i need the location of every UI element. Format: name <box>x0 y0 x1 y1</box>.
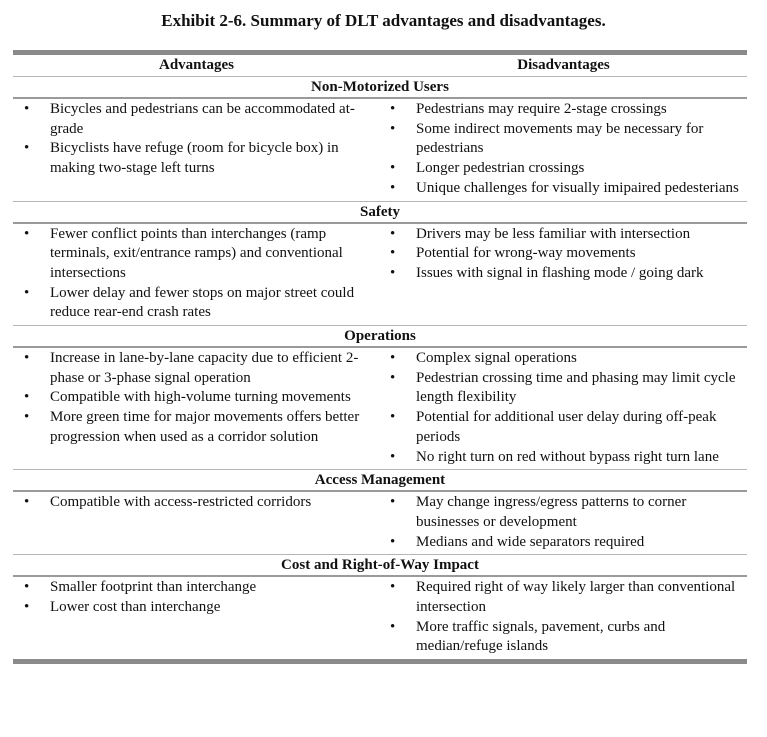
disadvantage-item: • Unique challenges for visually imipaired pedesterians <box>384 179 747 199</box>
section-header: Cost and Right-of-Way Impact <box>13 554 747 577</box>
disadvantage-item: • Potential for additional user delay during off-peak periods <box>384 408 747 447</box>
advantages-list <box>13 100 374 179</box>
bottom-rule <box>13 659 747 664</box>
advantages-list <box>13 225 374 324</box>
disadvantage-item: • Drivers may be less familiar with intersection <box>384 225 747 245</box>
section-header: Non-Motorized Users <box>13 76 747 99</box>
advantages-column <box>13 493 380 552</box>
summary-table <box>13 50 747 664</box>
advantages-list <box>13 578 374 617</box>
exhibit-title: Exhibit 2-6. Summary of DLT advantages and disadvantages. <box>161 11 606 30</box>
section-header: Safety <box>13 201 747 224</box>
advantage-item: • Increase in lane-by-lane capacity due to efficient 2-phase or 3-phase signal operation <box>13 349 374 388</box>
disadvantage-item: • Longer pedestrian crossings <box>384 159 747 179</box>
disadvantages-list <box>384 349 747 467</box>
disadvantages-column <box>380 225 747 324</box>
section-header: Access Management <box>13 469 747 492</box>
advantage-item: • More green time for major movements offers better progression when used as a corridor solution <box>13 408 374 447</box>
advantages-column <box>13 100 380 199</box>
advantage-item: • Smaller footprint than interchange <box>13 578 374 598</box>
disadvantage-item: • Issues with signal in flashing mode / going dark <box>384 264 747 284</box>
disadvantages-column-header: Disadvantages <box>517 57 610 73</box>
advantage-item: • Bicycles and pedestrians can be accommodated at-grade <box>13 100 374 139</box>
advantages-list <box>13 349 374 448</box>
table-sections <box>13 76 747 659</box>
section-body <box>13 577 747 659</box>
advantage-item: • Compatible with access-restricted corridors <box>13 493 374 513</box>
advantages-list <box>13 493 374 513</box>
advantage-item: • Compatible with high-volume turning movements <box>13 388 374 408</box>
disadvantage-item: • Complex signal operations <box>384 349 747 369</box>
disadvantages-list <box>384 493 747 552</box>
advantages-column-header: Advantages <box>158 57 234 73</box>
disadvantages-column <box>380 100 747 199</box>
disadvantages-list <box>384 100 747 199</box>
section-body <box>13 99 747 201</box>
disadvantage-item: • Medians and wide separators required <box>384 533 747 553</box>
section-header: Operations <box>13 325 747 348</box>
disadvantage-item: • Potential for wrong-way movements <box>384 244 747 264</box>
advantage-item: • Bicyclists have refuge (room for bicycle box) in making two-stage left turns <box>13 139 374 178</box>
section-body <box>13 492 747 554</box>
disadvantage-item: • May change ingress/egress patterns to corner businesses or development <box>384 493 747 532</box>
disadvantages-list <box>384 578 747 657</box>
disadvantage-item: • Some indirect movements may be necessary for pedestrians <box>384 120 747 159</box>
disadvantages-column <box>380 349 747 467</box>
advantage-item: • Lower cost than interchange <box>13 598 374 618</box>
advantages-column <box>13 225 380 324</box>
advantage-item: • Fewer conflict points than interchanges (ramp terminals, exit/entrance ramps) and conventional intersections <box>13 225 374 284</box>
advantages-column <box>13 349 380 467</box>
column-header-row <box>13 55 747 76</box>
disadvantage-item: • No right turn on red without bypass right turn lane <box>384 448 747 468</box>
disadvantages-column <box>380 493 747 552</box>
disadvantage-item: • More traffic signals, pavement, curbs and median/refuge islands <box>384 618 747 657</box>
section-body <box>13 348 747 469</box>
advantage-item: • Lower delay and fewer stops on major street could reduce rear-end crash rates <box>13 284 374 323</box>
disadvantage-item: • Required right of way likely larger than conventional intersection <box>384 578 747 617</box>
disadvantages-list <box>384 225 747 284</box>
disadvantage-item: • Pedestrians may require 2-stage crossings <box>384 100 747 120</box>
advantages-column <box>13 578 380 657</box>
section-body <box>13 224 747 326</box>
disadvantages-column <box>380 578 747 657</box>
disadvantage-item: • Pedestrian crossing time and phasing may limit cycle length flexibility <box>384 369 747 408</box>
